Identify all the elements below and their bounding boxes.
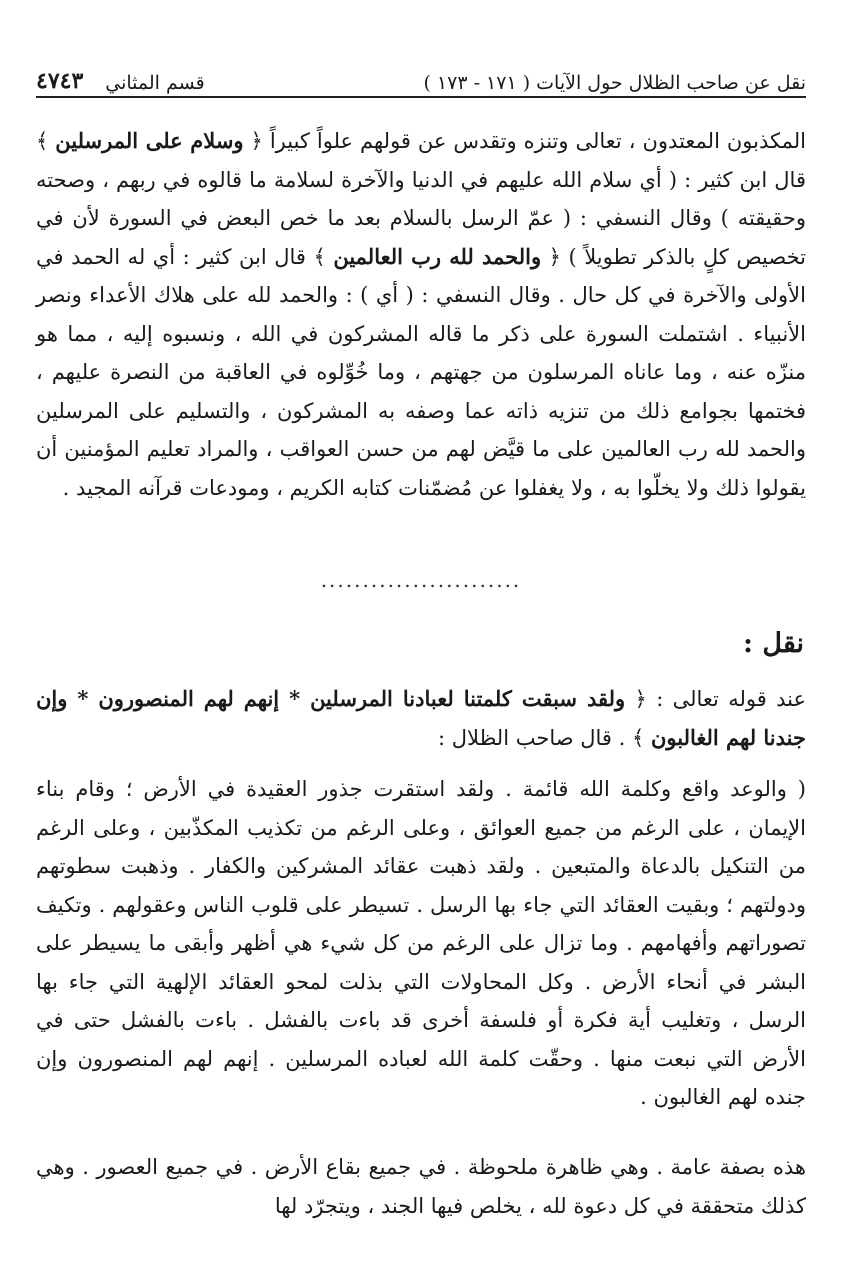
header-title: نقل عن صاحب الظلال حول الآيات ( ١٧١ - ١٧٣ ) — [423, 72, 806, 94]
section-separator: ........................ — [320, 568, 522, 592]
quran-bracket-close: ﴾ — [631, 725, 645, 750]
paragraph-1-text-c: قال ابن كثير : أي له الحمد في الأولى والآخرة في كل حال . وقال النسفي : ( أي ) : والحمد لله على هلاك الأعداء ونصر الأنبياء . اشتملت السورة على ذكر ما قاله المشركون في الله ، ونسبوه إليه ، مما هو منزّه عنه ، وما عاناه المرسلون من جهتهم ، وما خُوِّلوه في العاقبة من النصرة عليهم ، فختمها بجوامع ذلك من تنزيه ذاته عما وصفه به المشركون ، والتسليم على المرسلين والحمد لله رب العالمين على ما قيَّض لهم من حسن العواقب ، والمراد تعليم المؤمنين أن يقولوا ذلك ولا يخلّوا به ، ولا يغفلوا عن مُضمّنات كتابه الكريم ، ومودعات قرآنه المجيد . — [36, 244, 806, 500]
header-rule — [36, 96, 806, 98]
header-left-group — [36, 68, 205, 94]
paragraph-1-text-a: المكذبون المعتدون ، تعالى وتنزه وتقدس عن قولهم علواً كبيراً — [269, 129, 806, 153]
page-number: ٤٧٤٣ — [36, 68, 84, 94]
section-heading: نقل : — [743, 628, 804, 659]
quran-bracket-close: ﴾ — [313, 244, 326, 269]
section-name: قسم المثاني — [105, 72, 205, 94]
running-header — [36, 54, 806, 94]
quran-bracket-close: ﴾ — [36, 129, 49, 153]
paragraph-1-text-b: قال ابن كثير : ( أي سلام الله عليهم في الدنيا والآخرة لسلامة ما قالوه في ربهم ، وصحته وحقيقته ) وقال النسفي : ( عمّ الرسل بالسلام بعد ما خص البعض في السورة لأن في تخصيص كلٍ بالذكر تطويلاً ) — [36, 167, 806, 269]
quran-bracket-open: ﴿ — [250, 129, 263, 153]
paragraph-2-text-b: . قال صاحب الظلال : — [438, 725, 626, 750]
paragraph-2 — [36, 680, 806, 757]
quran-bracket-open: ﴿ — [634, 687, 647, 711]
paragraph-4: هذه بصفة عامة . وهي ظاهرة ملحوظة . في جميع بقاع الأرض . في جميع العصور . وهي كذلك متحققة في كل دعوة لله ، يخلص فيها الجند ، ويتجرّد لها — [36, 1155, 806, 1218]
quran-bracket-open: ﴿ — [548, 244, 561, 269]
book-page — [36, 0, 806, 1270]
quran-verse: وسلام على المرسلين — [55, 128, 244, 153]
quran-verse: ولقد سبقت كلمتنا لعبادنا المرسلين * إنهم لهم المنصورون * وإن جندنا لهم الغالبون — [36, 686, 806, 750]
quran-verse: والحمد لله رب العالمين — [333, 243, 542, 269]
paragraph-3: ( والوعد واقع وكلمة الله قائمة . ولقد استقرت جذور العقيدة في الأرض ؛ وقام بناء الإيمان ، على الرغم من جميع العوائق ، وعلى الرغم من تكذيب المكذّبين ، وعلى الرغم من التنكيل بالدعاة والمتبعين . ولقد ذهبت عقائد المشركين والكفار . وذهبت سطوتهم ودولتهم ؛ وبقيت العقائد التي جاء بها الرسل . تسيطر على قلوب الناس وعقولهم . وتكيف تصوراتهم وأفهامهم . وما تزال على الرغم من كل شيء هي أظهر وأبقى ما يسيطر على البشر في أنحاء الأرض . وكل المحاولات التي بذلت لمحو العقائد الإلهية التي جاء بها الرسل ، وتغليب أية فكرة أو فلسفة أخرى قد باءت بالفشل . باءت بالفشل حتى في الأرض التي نبعت منها . وحقّت كلمة الله لعباده المرسلين . إنهم لهم المنصورون وإن جنده لهم الغالبون . — [36, 777, 806, 1109]
paragraph-2-text-a: عند قوله تعالى : — [656, 687, 806, 711]
paragraph-1 — [36, 122, 806, 507]
